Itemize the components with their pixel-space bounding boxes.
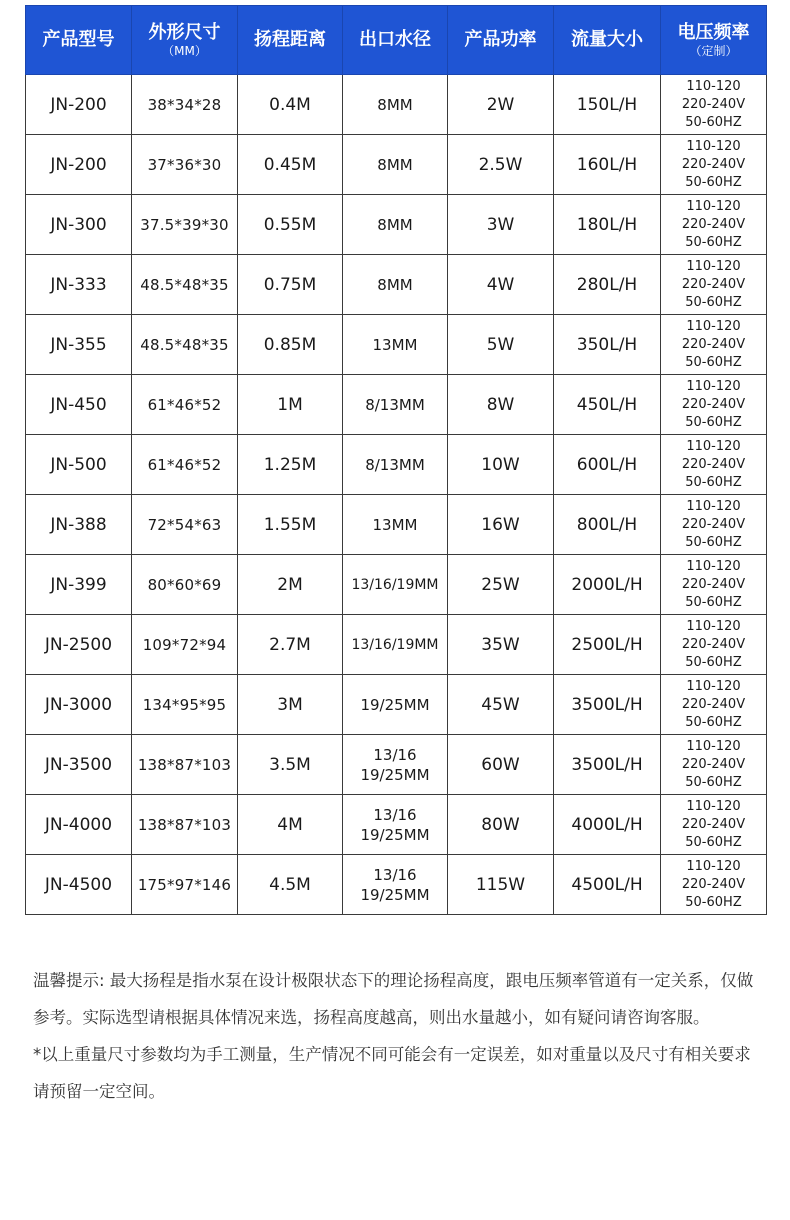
head-cell: 3.5M — [238, 735, 343, 795]
size-cell: 138*87*103 — [132, 795, 238, 855]
flow-cell: 2000L/H — [554, 555, 661, 615]
outlet-cell-line: 13MM — [372, 335, 418, 354]
voltage-cell-line: 50-60HZ — [685, 594, 742, 610]
outlet-cell-line: 13/16/19MM — [351, 576, 439, 593]
outlet-cell-line: 13MM — [372, 515, 418, 534]
disclaimer-text: *以上重量尺寸参数均为手工测量，生产情况不同可能会有一定误差，如对重量以及尺寸有相关要求请预留一定空间。 — [33, 1045, 751, 1101]
voltage-cell-line: 110-120 — [686, 618, 741, 634]
voltage-cell — [661, 795, 767, 855]
table-row — [26, 495, 767, 555]
header-row — [26, 6, 767, 75]
power-cell: 2W — [448, 75, 554, 135]
voltage-cell-line: 110-120 — [686, 378, 741, 394]
head-cell: 0.55M — [238, 195, 343, 255]
flow-cell: 4500L/H — [554, 855, 661, 915]
voltage-cell — [661, 615, 767, 675]
power-cell: 4W — [448, 255, 554, 315]
size-cell: 80*60*69 — [132, 555, 238, 615]
voltage-cell-line: 50-60HZ — [685, 294, 742, 310]
voltage-cell-line: 220-240V — [681, 276, 746, 292]
model-cell: JN-200 — [26, 135, 132, 195]
voltage-cell-line: 110-120 — [686, 858, 741, 874]
flow-cell: 180L/H — [554, 195, 661, 255]
flow-cell: 4000L/H — [554, 795, 661, 855]
voltage-cell-line: 220-240V — [681, 156, 746, 172]
header-model: 产品型号 — [26, 6, 132, 75]
outlet-cell — [343, 75, 448, 135]
size-cell: 134*95*95 — [132, 675, 238, 735]
voltage-cell — [661, 735, 767, 795]
voltage-cell — [661, 855, 767, 915]
head-cell: 0.85M — [238, 315, 343, 375]
outlet-cell — [343, 675, 448, 735]
size-cell: 72*54*63 — [132, 495, 238, 555]
tip-text: 温馨提示: 最大扬程是指水泵在设计极限状态下的理论扬程高度，跟电压频率管道有一定关系，仅做参考。实际选型请根据具体情况来选，扬程高度越高，则出水量越小，如有疑问请咨询客服。 — [33, 971, 754, 1027]
outlet-cell — [343, 135, 448, 195]
voltage-cell-line: 110-120 — [686, 498, 741, 514]
voltage-cell — [661, 255, 767, 315]
voltage-cell-line: 220-240V — [681, 576, 746, 592]
header-head: 扬程距离 — [238, 6, 343, 75]
flow-cell: 3500L/H — [554, 675, 661, 735]
table-row — [26, 615, 767, 675]
head-cell: 1M — [238, 375, 343, 435]
voltage-cell — [661, 375, 767, 435]
power-cell: 2.5W — [448, 135, 554, 195]
voltage-cell-line: 220-240V — [681, 216, 746, 232]
flow-cell: 160L/H — [554, 135, 661, 195]
size-cell: 61*46*52 — [132, 435, 238, 495]
head-cell: 3M — [238, 675, 343, 735]
model-cell: JN-333 — [26, 255, 132, 315]
table-row — [26, 135, 767, 195]
voltage-cell-line: 50-60HZ — [685, 534, 742, 550]
outlet-cell — [343, 315, 448, 375]
voltage-cell-line: 50-60HZ — [685, 894, 742, 910]
table-row — [26, 315, 767, 375]
header-outlet: 出口水径 — [343, 6, 448, 75]
power-cell: 115W — [448, 855, 554, 915]
voltage-cell — [661, 435, 767, 495]
model-cell: JN-500 — [26, 435, 132, 495]
voltage-cell-line: 220-240V — [681, 516, 746, 532]
header-voltage: 电压频率 （定制） — [661, 6, 767, 75]
voltage-cell-line: 50-60HZ — [685, 654, 742, 670]
power-cell: 35W — [448, 615, 554, 675]
voltage-cell-line: 110-120 — [686, 318, 741, 334]
voltage-cell-line: 50-60HZ — [685, 714, 742, 730]
voltage-cell — [661, 495, 767, 555]
model-cell: JN-300 — [26, 195, 132, 255]
outlet-cell-line: 8/13MM — [365, 455, 425, 474]
outlet-cell-line: 19/25MM — [360, 885, 430, 904]
voltage-cell-line: 110-120 — [686, 258, 741, 274]
voltage-cell — [661, 195, 767, 255]
size-cell: 48.5*48*35 — [132, 255, 238, 315]
voltage-cell-line: 50-60HZ — [685, 354, 742, 370]
voltage-cell-line: 50-60HZ — [685, 474, 742, 490]
head-cell: 1.25M — [238, 435, 343, 495]
pump-spec-table — [25, 5, 767, 915]
power-cell: 60W — [448, 735, 554, 795]
head-cell: 1.55M — [238, 495, 343, 555]
outlet-cell-line: 8/13MM — [365, 395, 425, 414]
model-cell: JN-3500 — [26, 735, 132, 795]
flow-cell: 2500L/H — [554, 615, 661, 675]
model-cell: JN-4000 — [26, 795, 132, 855]
voltage-cell-line: 110-120 — [686, 738, 741, 754]
voltage-cell — [661, 135, 767, 195]
outlet-cell-line: 13/16 — [373, 805, 417, 824]
header-size: 外形尺寸 （MM） — [132, 6, 238, 75]
voltage-cell-line: 110-120 — [686, 78, 741, 94]
voltage-cell-line: 50-60HZ — [685, 774, 742, 790]
voltage-cell-line: 220-240V — [681, 816, 746, 832]
power-cell: 25W — [448, 555, 554, 615]
flow-cell: 150L/H — [554, 75, 661, 135]
outlet-cell-line: 8MM — [377, 215, 413, 234]
voltage-cell — [661, 675, 767, 735]
voltage-cell-line: 110-120 — [686, 678, 741, 694]
voltage-cell-line: 110-120 — [686, 198, 741, 214]
flow-cell: 800L/H — [554, 495, 661, 555]
voltage-cell-line: 220-240V — [681, 696, 746, 712]
voltage-cell-line: 110-120 — [686, 438, 741, 454]
size-cell: 138*87*103 — [132, 735, 238, 795]
model-cell: JN-399 — [26, 555, 132, 615]
power-cell: 80W — [448, 795, 554, 855]
outlet-cell — [343, 795, 448, 855]
outlet-cell — [343, 735, 448, 795]
power-cell: 10W — [448, 435, 554, 495]
outlet-cell — [343, 615, 448, 675]
size-cell: 37.5*39*30 — [132, 195, 238, 255]
voltage-cell-line: 50-60HZ — [685, 414, 742, 430]
voltage-cell-line: 50-60HZ — [685, 234, 742, 250]
table-row — [26, 855, 767, 915]
outlet-cell-line: 8MM — [377, 95, 413, 114]
model-cell: JN-4500 — [26, 855, 132, 915]
outlet-cell — [343, 555, 448, 615]
size-cell: 109*72*94 — [132, 615, 238, 675]
outlet-cell — [343, 195, 448, 255]
outlet-cell-line: 19/25MM — [360, 825, 430, 844]
voltage-cell-line: 50-60HZ — [685, 174, 742, 190]
voltage-cell-line: 220-240V — [681, 756, 746, 772]
size-cell: 48.5*48*35 — [132, 315, 238, 375]
voltage-cell-line: 220-240V — [681, 876, 746, 892]
head-cell: 0.45M — [238, 135, 343, 195]
voltage-cell — [661, 75, 767, 135]
head-cell: 4M — [238, 795, 343, 855]
table-row — [26, 735, 767, 795]
power-cell: 16W — [448, 495, 554, 555]
outlet-cell — [343, 855, 448, 915]
table-row — [26, 675, 767, 735]
flow-cell: 450L/H — [554, 375, 661, 435]
outlet-cell-line: 13/16 — [373, 865, 417, 884]
voltage-cell-line: 110-120 — [686, 558, 741, 574]
flow-cell: 280L/H — [554, 255, 661, 315]
voltage-cell-line: 220-240V — [681, 636, 746, 652]
voltage-cell — [661, 555, 767, 615]
power-cell: 3W — [448, 195, 554, 255]
head-cell: 0.75M — [238, 255, 343, 315]
head-cell: 4.5M — [238, 855, 343, 915]
table-row — [26, 375, 767, 435]
outlet-cell-line: 19/25MM — [360, 765, 430, 784]
voltage-cell — [661, 315, 767, 375]
voltage-cell-line: 50-60HZ — [685, 114, 742, 130]
table-row — [26, 795, 767, 855]
size-cell: 37*36*30 — [132, 135, 238, 195]
size-cell: 61*46*52 — [132, 375, 238, 435]
model-cell: JN-450 — [26, 375, 132, 435]
flow-cell: 350L/H — [554, 315, 661, 375]
notes-section — [33, 962, 763, 1110]
outlet-cell — [343, 255, 448, 315]
power-cell: 5W — [448, 315, 554, 375]
flow-cell: 3500L/H — [554, 735, 661, 795]
voltage-cell-line: 110-120 — [686, 138, 741, 154]
voltage-cell-line: 50-60HZ — [685, 834, 742, 850]
flow-cell: 600L/H — [554, 435, 661, 495]
outlet-cell-line: 8MM — [377, 155, 413, 174]
table-row — [26, 75, 767, 135]
head-cell: 2.7M — [238, 615, 343, 675]
table-body — [26, 75, 767, 915]
outlet-cell-line: 13/16 — [373, 745, 417, 764]
outlet-cell-line: 19/25MM — [360, 695, 430, 714]
head-cell: 0.4M — [238, 75, 343, 135]
size-cell: 38*34*28 — [132, 75, 238, 135]
model-cell: JN-2500 — [26, 615, 132, 675]
voltage-cell-line: 220-240V — [681, 336, 746, 352]
voltage-cell-line: 220-240V — [681, 96, 746, 112]
table-row — [26, 555, 767, 615]
head-cell: 2M — [238, 555, 343, 615]
size-cell: 175*97*146 — [132, 855, 238, 915]
outlet-cell — [343, 495, 448, 555]
outlet-cell-line: 8MM — [377, 275, 413, 294]
power-cell: 45W — [448, 675, 554, 735]
outlet-cell — [343, 435, 448, 495]
table-row — [26, 195, 767, 255]
voltage-cell-line: 220-240V — [681, 456, 746, 472]
voltage-cell-line: 220-240V — [681, 396, 746, 412]
voltage-cell-line: 110-120 — [686, 798, 741, 814]
model-cell: JN-200 — [26, 75, 132, 135]
table-row — [26, 255, 767, 315]
power-cell: 8W — [448, 375, 554, 435]
header-power: 产品功率 — [448, 6, 554, 75]
model-cell: JN-355 — [26, 315, 132, 375]
outlet-cell-line: 13/16/19MM — [351, 636, 439, 653]
model-cell: JN-388 — [26, 495, 132, 555]
header-flow: 流量大小 — [554, 6, 661, 75]
model-cell: JN-3000 — [26, 675, 132, 735]
outlet-cell — [343, 375, 448, 435]
table-row — [26, 435, 767, 495]
